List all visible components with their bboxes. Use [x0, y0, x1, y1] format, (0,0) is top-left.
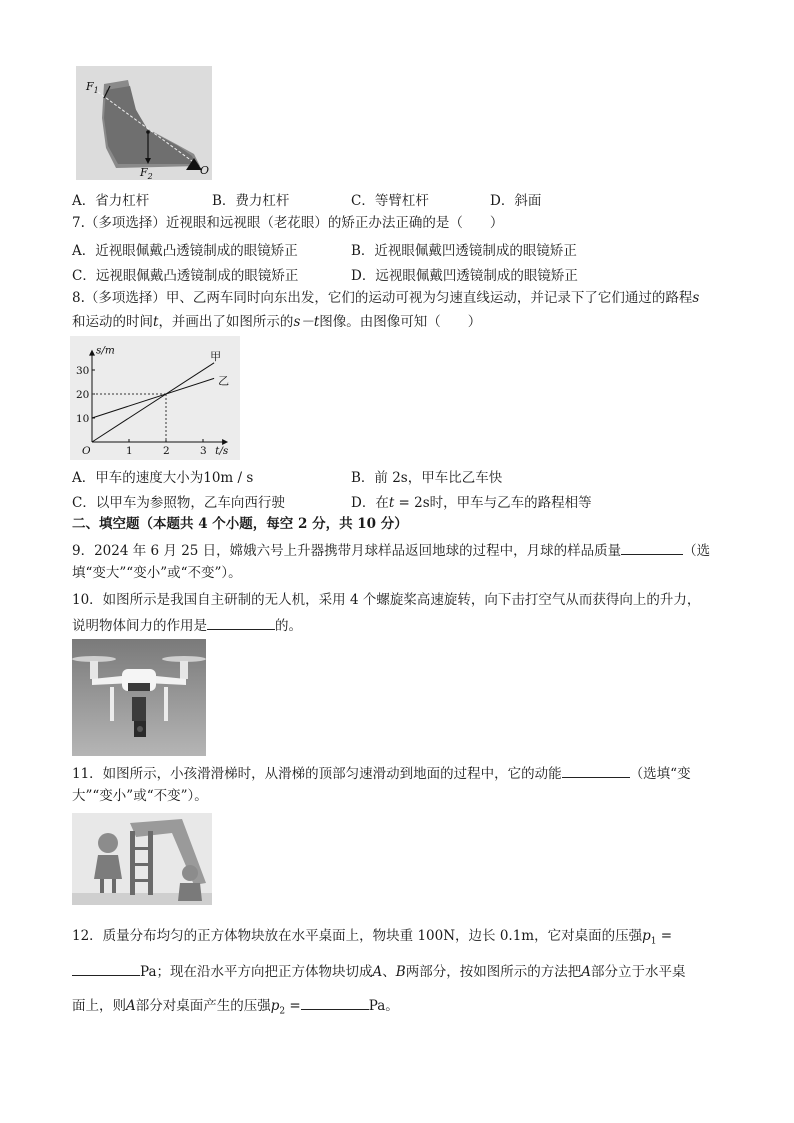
q12-text: 部分立于水平桌 [590, 964, 686, 980]
q8-option-c[interactable]: C．以甲车为参照物，乙车向西行驶 [72, 495, 285, 511]
series-label-yi: 乙 [218, 374, 230, 388]
q7-option-a[interactable]: A．近视眼佩戴凸透镜制成的眼镜矫正 [72, 243, 298, 259]
q10-answer-blank[interactable] [207, 615, 275, 630]
q12-var-a: A [126, 998, 136, 1014]
q10-line1: 10．如图所示是我国自主研制的无人机，采用 4 个螺旋桨高速旋转，向下击打空气从而获得向上的升力， [72, 592, 701, 608]
x-tick-label: 3 [200, 445, 207, 457]
section2-title: 二、填空题（本题共 4 个小题，每空 2 分，共 10 分） [72, 516, 408, 532]
q8-option-b[interactable]: B．前 2s，甲车比乙车快 [351, 470, 503, 486]
slide-photo [72, 813, 212, 905]
drone-drawing [72, 639, 206, 756]
x-tick-label: 2 [163, 445, 170, 457]
y-tick-label: 20 [76, 389, 90, 401]
q12-text: 、 [382, 964, 396, 980]
q8-var-t: t [153, 314, 159, 330]
q8-stem-text: 图像。由图像可知（ ） [319, 314, 482, 330]
q12-var-p1-sub: 1 [650, 936, 657, 947]
q11-line2: 大”“变小”或“不变”）。 [72, 788, 208, 804]
q6-option-b[interactable]: B．费力杠杆 [212, 193, 290, 209]
q9-answer-blank[interactable] [621, 540, 683, 555]
q9-text: （选 [683, 543, 711, 559]
q7-stem: 7.（多项选择）近视眼和远视眼（老花眼）的矫正办法正确的是（ ） [72, 215, 504, 231]
q12-text: Pa；现在沿水平方向把正方体物块切成 [140, 964, 373, 980]
q10-text: 说明物体间力的作用是 [72, 618, 207, 634]
q8-stem-line2 [72, 313, 481, 331]
series-line-jia [92, 363, 214, 442]
q7-option-d[interactable]: D．远视眼佩戴凹透镜制成的眼镜矫正 [351, 268, 578, 284]
q12-text: Pa。 [368, 998, 399, 1014]
q12-var-a: A [581, 964, 591, 980]
q12-text: = [656, 928, 673, 944]
q12-answer-blank-2[interactable] [301, 995, 369, 1010]
q8-stem-text: 和运动的时间 [72, 314, 153, 330]
q8-var-st: s－t [293, 314, 320, 330]
force-f1-label: $F_1$ [86, 80, 99, 95]
q8-option-a[interactable]: A．甲车的速度大小为10m / s [72, 470, 254, 486]
q12-text: 12．质量分布均匀的正方体物块放在水平桌面上，物块重 100N，边长 0.1m，它对桌面的压强 [72, 928, 643, 944]
origin-label: O [82, 445, 91, 457]
q8-option-d-text: = 2s时，甲车与乙车的路程相等 [394, 495, 592, 511]
q12-text: 两部分，按如图所示的方法把 [405, 964, 582, 980]
y-tick-label: 10 [76, 413, 90, 425]
fulcrum-o-label: O [200, 164, 210, 177]
q12-var-p1: p [642, 928, 651, 944]
q12-text: 部分对桌面产生的压强 [135, 998, 271, 1014]
series-label-jia: 甲 [210, 349, 222, 363]
q12-line3 [72, 995, 399, 1021]
q9-line2: 填“变大”“变小”或“不变”）。 [72, 565, 242, 581]
drone-photo [72, 639, 206, 756]
q6-option-d[interactable]: D．斜面 [490, 193, 542, 209]
q10-line2 [72, 615, 302, 635]
q10-text: 的。 [275, 618, 302, 634]
q12-line1 [72, 927, 672, 951]
q6-option-c[interactable]: C．等臂杠杆 [351, 193, 429, 209]
foot-lever-figure [76, 66, 212, 180]
q12-var-b: B [395, 964, 406, 980]
q8-stem-text: 8.（多项选择）甲、乙两车同时向东出发，它们的运动可视为匀速直线运动，并记录下了它们通过的路程 [72, 290, 693, 306]
q9-line1 [72, 540, 710, 560]
q11-answer-blank[interactable] [562, 763, 630, 778]
q11-text: 11．如图所示，小孩滑滑梯时，从滑梯的顶部匀速滑动到地面的过程中，它的动能 [72, 766, 562, 782]
q12-answer-blank-1[interactable] [72, 961, 140, 976]
force-f2-label: $F_2$ [140, 166, 153, 180]
q11-line1 [72, 763, 691, 783]
x-axis-label: t/s [215, 445, 229, 457]
st-graph-svg [70, 336, 240, 460]
q12-var-p2: p [270, 998, 280, 1014]
y-axis-label: s/m [96, 344, 115, 357]
q8-stem-text: ，并画出了如图所示的 [158, 314, 294, 330]
q8-option-d-text: D．在 [351, 495, 389, 511]
st-graph [70, 336, 240, 460]
foot-lever-drawing [76, 66, 212, 180]
x-tick-label: 1 [126, 445, 133, 457]
y-tick-label: 30 [76, 365, 90, 377]
q7-option-b[interactable]: B．近视眼佩戴凹透镜制成的眼镜矫正 [351, 243, 577, 259]
slide-drawing [72, 813, 212, 905]
q8-stem-line1 [72, 289, 699, 307]
q8-option-d[interactable] [351, 491, 592, 511]
q6-option-a[interactable]: A．省力杠杆 [72, 193, 150, 209]
q11-text: （选填“变 [629, 766, 691, 782]
q12-var-p2-sub: 2 [279, 1006, 286, 1017]
q12-text: 面上，则 [72, 998, 126, 1014]
series-line-yi [92, 378, 214, 418]
q12-line2 [72, 961, 685, 981]
q8-option-d-var: t [388, 495, 395, 511]
q12-var-a: A [372, 964, 383, 980]
q8-var-s: s [692, 290, 700, 306]
q12-text: = [285, 998, 301, 1014]
q7-option-c[interactable]: C．远视眼佩戴凸透镜制成的眼镜矫正 [72, 268, 299, 284]
q9-text: 9．2024 年 6 月 25 日，嫦娥六号上升器携带月球样品返回地球的过程中，月球的样品质量 [72, 543, 622, 559]
y-axis-arrow [89, 350, 95, 356]
